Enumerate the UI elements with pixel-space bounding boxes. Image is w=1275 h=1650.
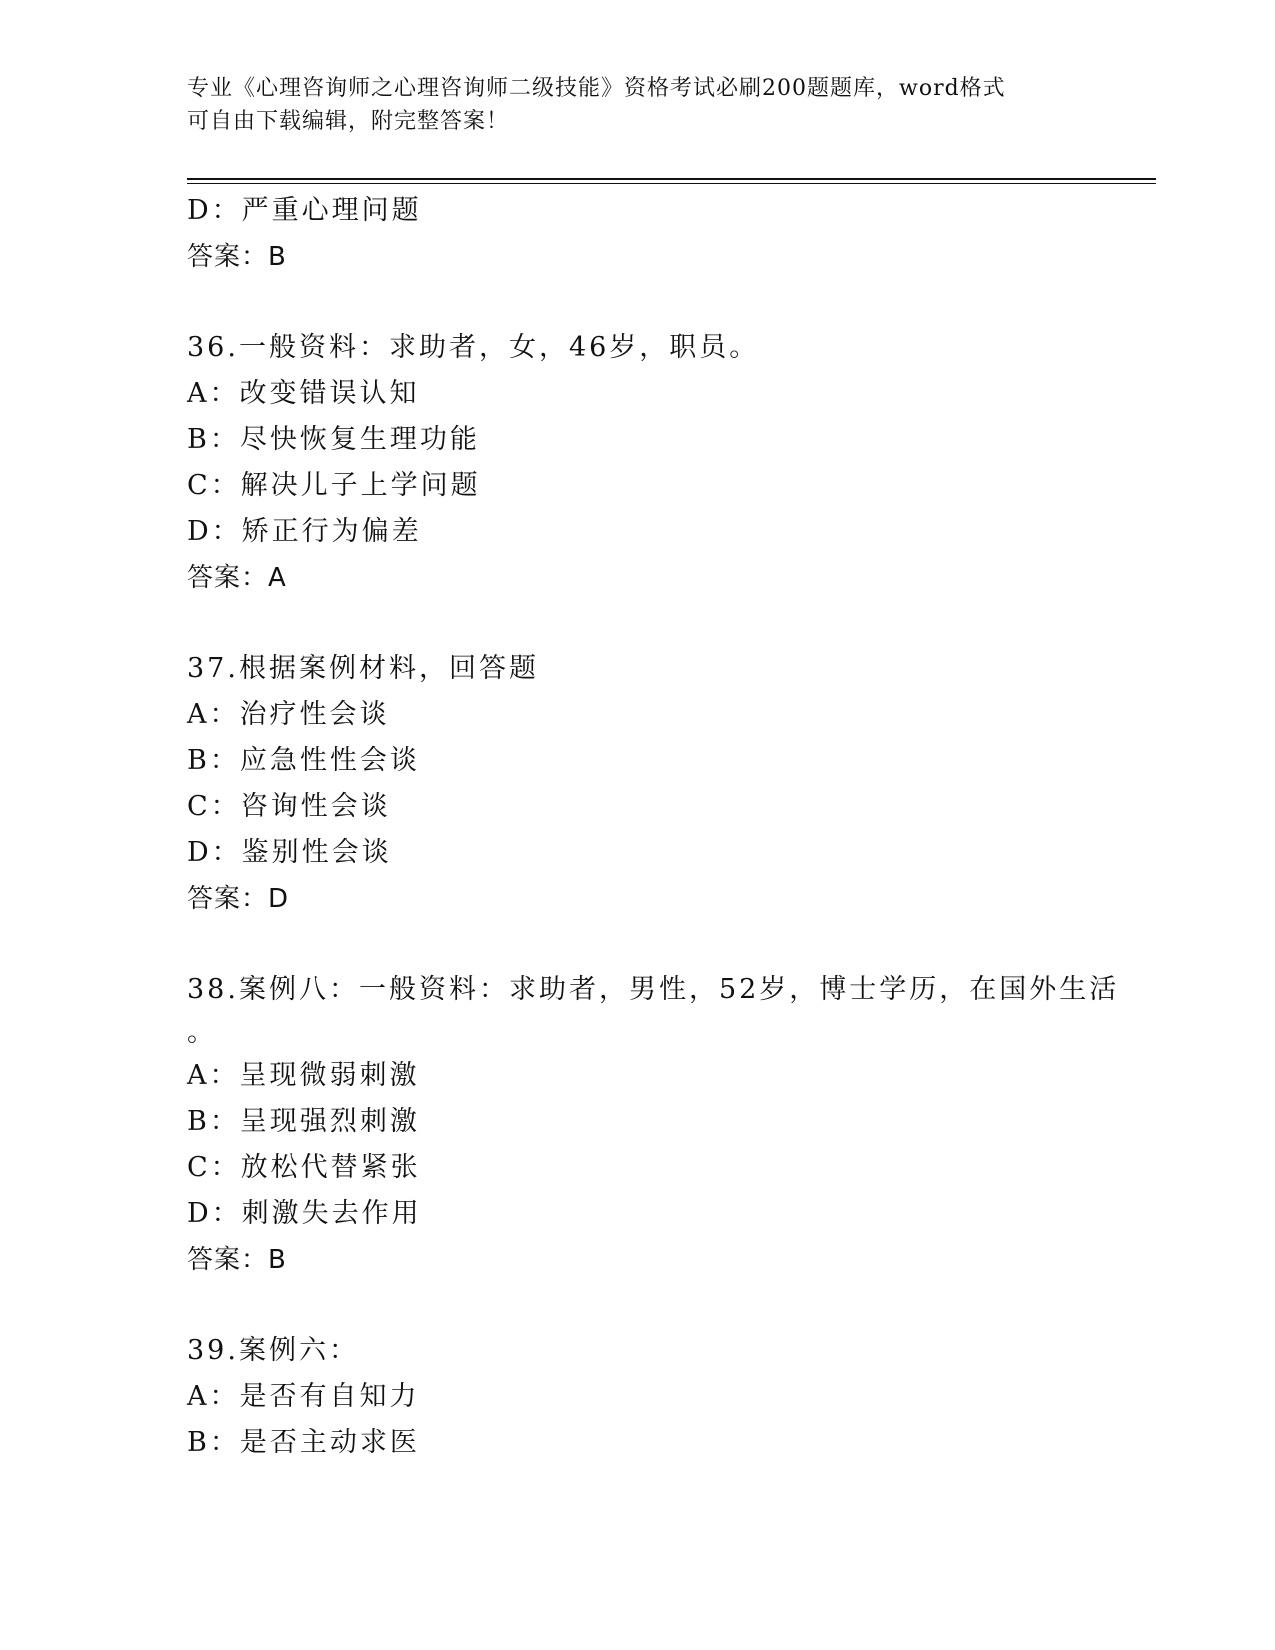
option-b: B：是否主动求医: [187, 1427, 420, 1458]
document-header: [187, 72, 1077, 138]
question-list: [187, 188, 1120, 1466]
option-a: A：治疗性会谈: [187, 699, 390, 730]
question-stem: 38.案例八：一般资料：求助者，男性，52岁，博士学历，在国外生活: [187, 974, 1120, 1005]
question-39: [187, 1328, 1087, 1466]
question-38: [187, 967, 1120, 1283]
question-stem: 36.一般资料：求助者，女，46岁，职员。: [187, 332, 760, 363]
question-stem-continuation: 。: [187, 1017, 217, 1048]
answer-line: 答案：D: [187, 884, 290, 914]
question-stem: 39.案例六：: [187, 1335, 359, 1366]
header-line-1: 专业《心理咨询师之心理咨询师二级技能》资格考试必刷200题题库，word格式: [187, 76, 1006, 101]
question-stem: 37.根据案例材料，回答题: [187, 653, 539, 684]
header-divider-thin: [187, 183, 1156, 184]
header-line-2: 可自由下载编辑，附完整答案！: [187, 109, 510, 134]
option-d: D：刺激失去作用: [187, 1198, 422, 1229]
option-b: B：应急性性会谈: [187, 745, 420, 776]
option-d: D：严重心理问题: [187, 195, 422, 226]
option-a: A：呈现微弱刺激: [187, 1060, 420, 1091]
answer-line: 答案：B: [187, 242, 287, 272]
option-d: D：矫正行为偏差: [187, 516, 422, 547]
question-37: [187, 646, 1087, 922]
option-d: D：鉴别性会谈: [187, 837, 392, 868]
option-a: A：是否有自知力: [187, 1381, 420, 1412]
option-c: C：解决儿子上学问题: [187, 470, 481, 501]
header-divider-thick: [187, 178, 1156, 180]
answer-line: 答案：A: [187, 563, 287, 593]
question-36: [187, 325, 1087, 601]
option-c: C：咨询性会谈: [187, 791, 391, 822]
option-a: A：改变错误认知: [187, 378, 420, 409]
option-b: B：呈现强烈刺激: [187, 1106, 420, 1137]
option-c: C：放松代替紧张: [187, 1152, 421, 1183]
answer-line: 答案：B: [187, 1245, 287, 1275]
option-b: B：尽快恢复生理功能: [187, 424, 480, 455]
